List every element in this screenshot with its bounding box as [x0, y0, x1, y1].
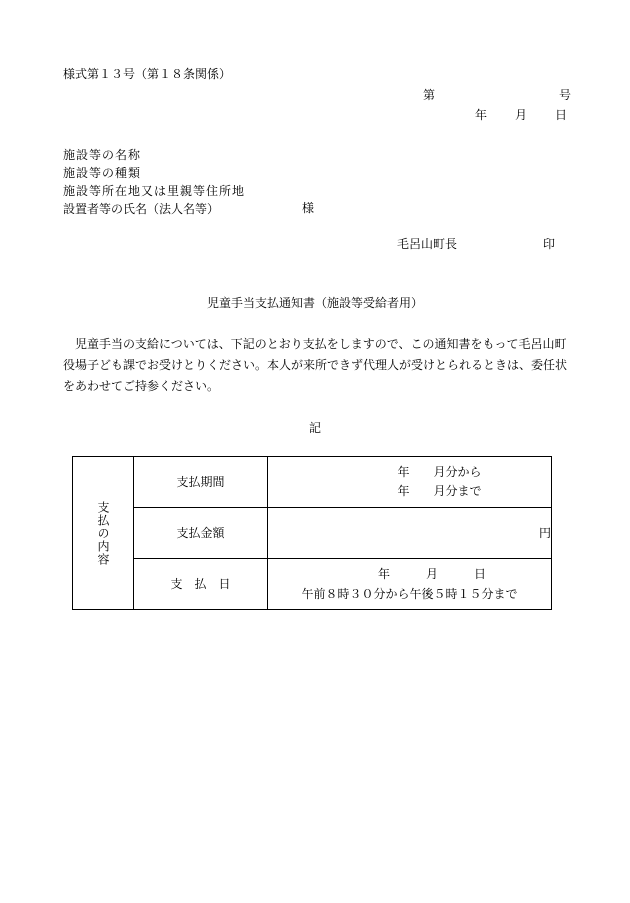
payment-period-label: 支払期間 — [134, 457, 268, 508]
founder-name-label: 設置者等の氏名（法人名等） — [63, 202, 220, 216]
table-row — [73, 457, 552, 508]
payment-details-table — [72, 456, 552, 610]
date-year: 年 — [475, 108, 488, 122]
doc-number-suffix: 号 — [558, 88, 571, 102]
payment-date-line: 年 月 日 — [377, 567, 486, 581]
side-label-cell — [73, 457, 134, 610]
period-to: 年 月分まで — [397, 484, 482, 498]
facility-type-label: 施設等の種類 — [63, 166, 142, 180]
date-day: 日 — [555, 108, 568, 122]
facility-address-label: 施設等所在地又は里親等住所地 — [63, 184, 246, 198]
payment-date-label: 支 払 日 — [134, 559, 268, 610]
issuer-title: 毛呂山町長 — [397, 237, 458, 251]
honorific: 様 — [302, 201, 315, 215]
form-label: 様式第１３号（第１８条関係） — [63, 67, 232, 81]
payment-period-value — [268, 457, 552, 508]
document-number — [423, 87, 571, 103]
period-from: 年 月分から — [397, 465, 482, 479]
date-month: 月 — [515, 108, 528, 122]
ki-heading: 記 — [308, 421, 321, 435]
payment-date-value — [268, 559, 552, 610]
payment-amount-label: 支払金額 — [134, 508, 268, 559]
seal-mark: 印 — [543, 237, 556, 251]
table-row — [73, 508, 552, 559]
side-label: 支払の内容 — [96, 500, 110, 566]
doc-number-prefix: 第 — [423, 88, 436, 102]
facility-name-label: 施設等の名称 — [63, 148, 142, 162]
issue-date — [475, 107, 567, 123]
body-paragraph: 児童手当の支給については、下記のとおり支払をしますので、この通知書をもって毛呂山町役場子ども課でお受けとりください。本人が来所できず代理人が受けとられるときは、委任状をあわせてご持参ください。 — [63, 337, 568, 393]
payment-hours-line: 午前８時３０分から午後５時１５分まで — [301, 587, 518, 601]
table-row — [73, 559, 552, 610]
payment-amount-value: 円 — [268, 508, 552, 559]
document-title: 児童手当支払通知書（施設等受給者用） — [206, 296, 423, 310]
